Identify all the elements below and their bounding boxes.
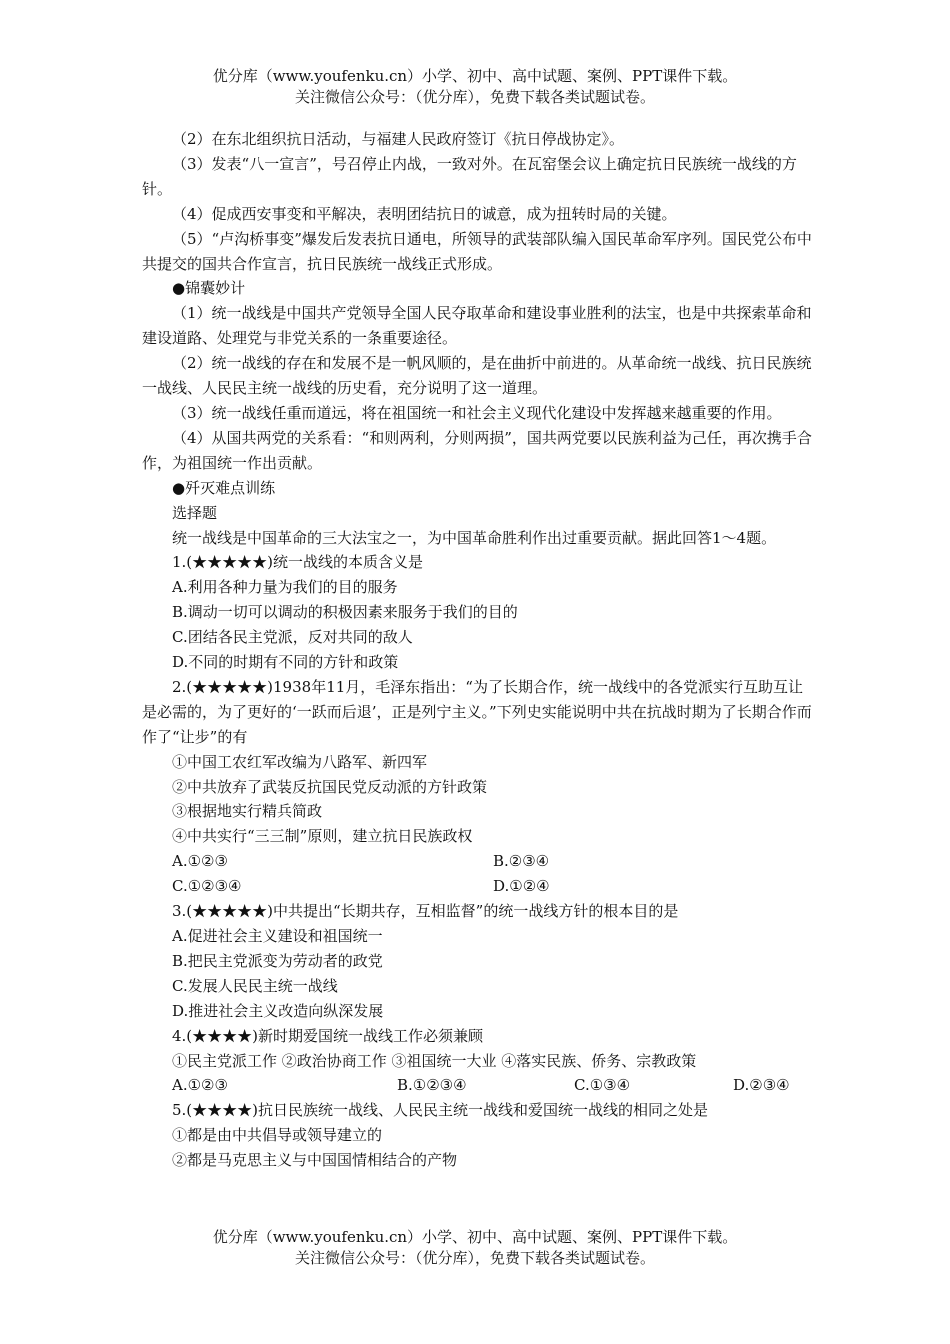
intro-item-3: （3）发表“八一宣言”，号召停止内战，一致对外。在瓦窑堡会议上确定抗日民族统一战线的方针。 <box>142 154 797 198</box>
question-2-option-d: D.①②④ <box>493 877 550 896</box>
question-1-option-a: A.利用各种力量为我们的目的服务 <box>172 578 398 597</box>
page-footer <box>0 1227 950 1269</box>
question-4-stem: 4.(★★★★)新时期爱国统一战线工作必须兼顾 <box>172 1026 484 1045</box>
question-4-option-d: D.②③④ <box>733 1076 790 1095</box>
tips-item-2: （2）统一战线的存在和发展不是一帆风顺的，是在曲折中前进的。从革命统一战线、抗日民族统一战线、人民民主统一战线的历史看，充分说明了这一道理。 <box>142 354 812 398</box>
header-line-2: 关注微信公众号：（优分库），免费下载各类试题试卷。 <box>294 88 655 106</box>
question-1-stem: 1.(★★★★★)统一战线的本质含义是 <box>172 553 424 572</box>
question-2-option-b: B.②③④ <box>493 852 550 871</box>
question-4-options <box>142 1073 814 1098</box>
training-heading: ●歼灭难点训练 <box>172 478 276 497</box>
question-5-item-2: ②都是马克思主义与中国国情相结合的产物 <box>172 1151 458 1170</box>
question-2-item-4: ④中共实行“三三制”原则，建立抗日民族政权 <box>172 827 473 846</box>
question-2-item-2: ②中共放弃了武装反抗国民党反动派的方针政策 <box>172 777 488 796</box>
question-2-options-row-2 <box>142 874 814 899</box>
question-2-item-1: ①中国工农红军改编为八路军、新四军 <box>172 752 428 771</box>
tips-heading: ●锦囊妙计 <box>172 279 246 298</box>
training-lead: 统一战线是中国革命的三大法宝之一，为中国革命胜利作出过重要贡献。据此回答1～4题。 <box>172 528 777 547</box>
question-4-option-b: B.①②③④ <box>397 1076 467 1095</box>
question-1-option-d: D.不同的时期有不同的方针和政策 <box>172 653 399 672</box>
question-2-option-c: C.①②③④ <box>172 877 242 896</box>
question-2-options-row-1 <box>142 849 814 874</box>
question-5-item-1: ①都是由中共倡导或领导建立的 <box>172 1126 383 1145</box>
tips-item-4: （4）从国共两党的关系看：“和则两利，分则两损”，国共两党要以民族利益为己任，再次携手合作，为祖国统一作出贡献。 <box>142 428 812 472</box>
question-4-option-c: C.①③④ <box>574 1076 631 1095</box>
tips-item-3: （3）统一战线任重而道远，将在祖国统一和社会主义现代化建设中发挥越来越重要的作用。 <box>172 403 782 422</box>
page-header <box>0 66 950 108</box>
question-3-option-a: A.促进社会主义建设和祖国统一 <box>172 927 383 945</box>
question-2-option-a: A.①②③ <box>172 852 228 871</box>
header-line-1: 优分库（www.youfenku.cn）小学、初中、高中试题、案例、PPT课件下载。 <box>212 67 738 85</box>
question-4-option-a: A.①②③ <box>172 1076 228 1095</box>
question-4-items: ①民主党派工作 ②政治协商工作 ③祖国统一大业 ④落实民族、侨务、宗教政策 <box>172 1051 697 1070</box>
footer-line-1: 优分库（www.youfenku.cn）小学、初中、高中试题、案例、PPT课件下载。 <box>212 1228 738 1246</box>
question-3-option-d: D.推进社会主义改造向纵深发展 <box>172 1001 384 1020</box>
question-2-stem: 2.(★★★★★)1938年11月，毛泽东指出：“为了长期合作，统一战线中的各党派实行互助互让是必需的，为了更好的‘一跃而后退’，正是列宁主义。”下列史实能说明中共在抗战时期为了长期合作而作了“让步”的有 <box>142 677 812 746</box>
footer-line-2: 关注微信公众号：（优分库），免费下载各类试题试卷。 <box>294 1249 655 1267</box>
question-2-item-3: ③根据地实行精兵简政 <box>172 802 323 821</box>
document-body <box>142 127 814 1173</box>
training-subheading: 选择题 <box>172 503 218 522</box>
tips-item-1: （1）统一战线是中国共产党领导全国人民夺取革命和建设事业胜利的法宝，也是中共探索革命和建设道路、处理党与非党关系的一条重要途径。 <box>142 304 812 348</box>
question-1-option-b: B.调动一切可以调动的积极因素来服务于我们的目的 <box>172 603 518 622</box>
question-3-option-c: C.发展人民民主统一战线 <box>172 976 338 995</box>
intro-item-4: （4）促成西安事变和平解决，表明团结抗日的诚意，成为扭转时局的关键。 <box>172 204 677 223</box>
question-3-stem: 3.(★★★★★)中共提出“长期共存，互相监督”的统一战线方针的根本目的是 <box>172 902 679 921</box>
question-5-stem: 5.(★★★★)抗日民族统一战线、人民民主统一战线和爱国统一战线的相同之处是 <box>172 1101 709 1120</box>
intro-item-2: （2）在东北组织抗日活动，与福建人民政府签订《抗日停战协定》。 <box>172 130 625 148</box>
question-1-option-c: C.团结各民主党派，反对共同的敌人 <box>172 628 413 647</box>
question-3-option-b: B.把民主党派变为劳动者的政党 <box>172 951 383 970</box>
intro-item-5: （5）“卢沟桥事变”爆发后发表抗日通电，所领导的武装部队编入国民革命军序列。国民党公布中共提交的国共合作宣言，抗日民族统一战线正式形成。 <box>142 229 812 273</box>
